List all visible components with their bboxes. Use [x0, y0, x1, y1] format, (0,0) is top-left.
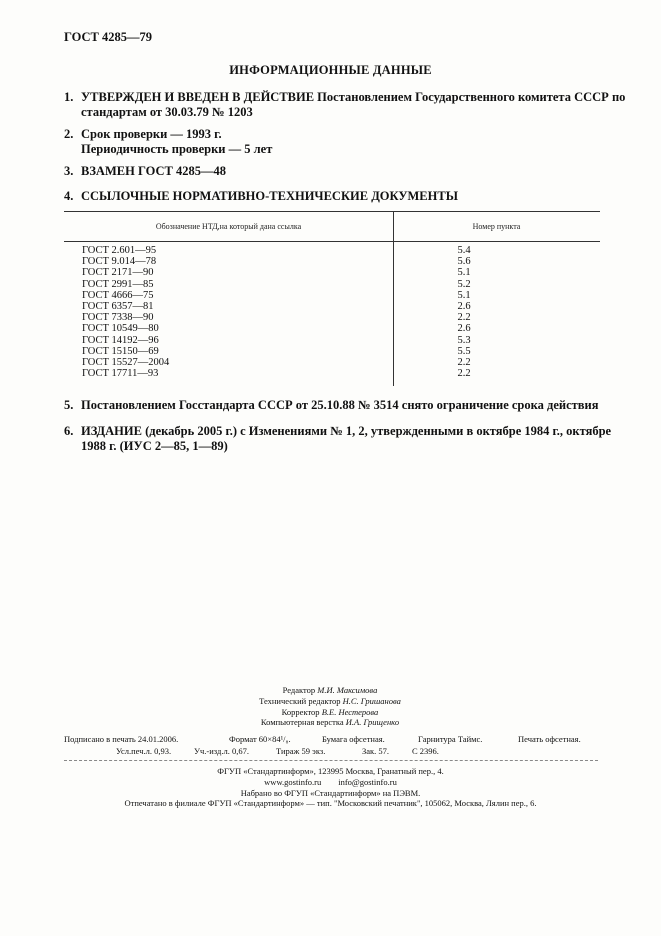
- item-number: 3.: [64, 164, 74, 178]
- page-title: ИНФОРМАЦИОННЫЕ ДАННЫЕ: [229, 63, 432, 77]
- info-item-3: [64, 164, 604, 179]
- table-cell-document: ГОСТ 17711—93: [82, 368, 159, 380]
- item-text-line: стандартам от 30.03.79 № 1203: [81, 105, 253, 119]
- typeset-note: Набрано во ФГУП «Стандартинформ» на ПЭВМ.: [240, 787, 421, 798]
- info-item-2: [64, 127, 604, 157]
- table-header-clause: Номер пункта: [472, 222, 521, 231]
- table-cell-clause: 5.5: [457, 345, 471, 357]
- item-text-line: ВЗАМЕН ГОСТ 4285—48: [81, 164, 226, 178]
- table-header-rule: [64, 241, 600, 242]
- item-text-line: Постановлением Госстандарта СССР от 25.10.88 № 3514 снято ограничение срока действия: [81, 398, 599, 412]
- item-text-line: УТВЕРЖДЕН И ВВЕДЕН В ДЕЙСТВИЕ Постановлением Государственного комитета СССР по: [81, 90, 626, 104]
- item-number: 5.: [64, 398, 74, 412]
- pub-typeface: Гарнитура Таймс.: [418, 734, 483, 744]
- item-number: 2.: [64, 127, 74, 141]
- table-cell-clause: 2.2: [457, 312, 471, 324]
- printed-note: Отпечатано в филиале ФГУП «Стандартинформ» — тип. "Московский печатник", 105062, Москва, Лялин пер., 6.: [124, 798, 537, 809]
- table-cell-document: ГОСТ 15527—2004: [82, 357, 170, 369]
- table-cell-clause: 5.1: [457, 267, 471, 279]
- table-cell-document: ГОСТ 10549—80: [82, 323, 159, 335]
- table-cell-clause: 2.6: [457, 301, 471, 313]
- pub-code: С 2396.: [412, 746, 439, 756]
- table-cell-document: ГОСТ 2171—90: [82, 267, 154, 279]
- document-header: ГОСТ 4285—79: [64, 30, 153, 44]
- table-cell-document: ГОСТ 2.601—95: [82, 245, 157, 256]
- table-column-divider: [393, 211, 394, 386]
- credit-editor: Редактор М.И. Максимова: [282, 685, 378, 695]
- table-top-rule: [64, 211, 600, 212]
- table-cell-document: ГОСТ 9.014—78: [82, 256, 157, 268]
- item-text-line: Срок проверки — 1993 г.: [81, 127, 222, 141]
- item-number: 4.: [64, 189, 74, 203]
- item-number: 1.: [64, 90, 74, 104]
- table-cell-clause: 5.2: [457, 278, 471, 290]
- table-cell-clause: 5.4: [457, 245, 471, 256]
- pub-printing: Печать офсетная.: [518, 734, 581, 744]
- item-text-line: ИЗДАНИЕ (декабрь 2005 г.) с Изменениями № 1, 2, утвержденными в октябре 1984 г., октябре: [81, 424, 612, 438]
- table-cell-clause: 5.6: [457, 256, 471, 268]
- item-text-line: ССЫЛОЧНЫЕ НОРМАТИВНО-ТЕХНИЧЕСКИЕ ДОКУМЕНТЫ: [81, 189, 458, 203]
- info-item-4: [64, 189, 604, 204]
- table-cell-clause: 2.2: [457, 368, 471, 380]
- pub-format: Формат 60×84¹/₈.: [229, 734, 291, 744]
- table-cell-document: ГОСТ 7338—90: [82, 312, 154, 324]
- table-cell-clause: 2.2: [457, 357, 471, 369]
- credit-proofreader: Корректор В.Е. Нестерова: [281, 706, 379, 717]
- table-cell-clause: 5.3: [457, 334, 471, 346]
- publisher-address: ФГУП «Стандартинформ», 123995 Москва, Гранатный пер., 4.: [217, 766, 444, 776]
- item-number: 6.: [64, 424, 74, 438]
- separator-line: [64, 760, 598, 761]
- table-header-document: Обозначение НТД,на который дана ссылка: [155, 222, 302, 231]
- table-cell-document: ГОСТ 2991—85: [82, 278, 154, 290]
- document-column: [82, 245, 169, 379]
- pub-print-sheets: Усл.печ.л. 0,93.: [116, 746, 172, 756]
- item-text-line: 1988 г. (ИУС 2—85, 1—89): [81, 439, 228, 453]
- info-item-6: [64, 424, 612, 454]
- references-table: [64, 211, 600, 386]
- imprint-credits: [200, 685, 460, 728]
- credit-tech-editor: Технический редактор Н.С. Гришанова: [259, 695, 401, 706]
- credit-layout: Компьютерная верстка И.А. Грищенко: [260, 717, 400, 728]
- table-cell-clause: 2.6: [457, 323, 471, 335]
- pub-signed-date: Подписано в печать 24.01.2006.: [64, 734, 179, 744]
- info-item-1: [64, 90, 626, 120]
- pub-order: Зак. 57.: [362, 746, 390, 756]
- table-cell-document: ГОСТ 4666—75: [82, 289, 154, 301]
- publisher-contacts: www.gostinfo.ru info@gostinfo.ru: [264, 776, 397, 787]
- table-cell-clause: 5.1: [457, 289, 471, 301]
- table-cell-document: ГОСТ 15150—69: [82, 345, 159, 357]
- info-item-5: [64, 398, 604, 413]
- pub-paper: Бумага офсетная.: [322, 734, 385, 744]
- pub-edition-sheets: Уч.-изд.л. 0,67.: [194, 746, 249, 756]
- item-text-line: Периодичность проверки — 5 лет: [81, 142, 273, 156]
- clause-column: [444, 245, 484, 379]
- publisher-info: [0, 766, 661, 809]
- table-cell-document: ГОСТ 14192—96: [82, 334, 159, 346]
- publishing-details: [64, 734, 604, 757]
- pub-circulation: Тираж 59 экз.: [276, 746, 326, 756]
- table-cell-document: ГОСТ 6357—81: [82, 301, 154, 313]
